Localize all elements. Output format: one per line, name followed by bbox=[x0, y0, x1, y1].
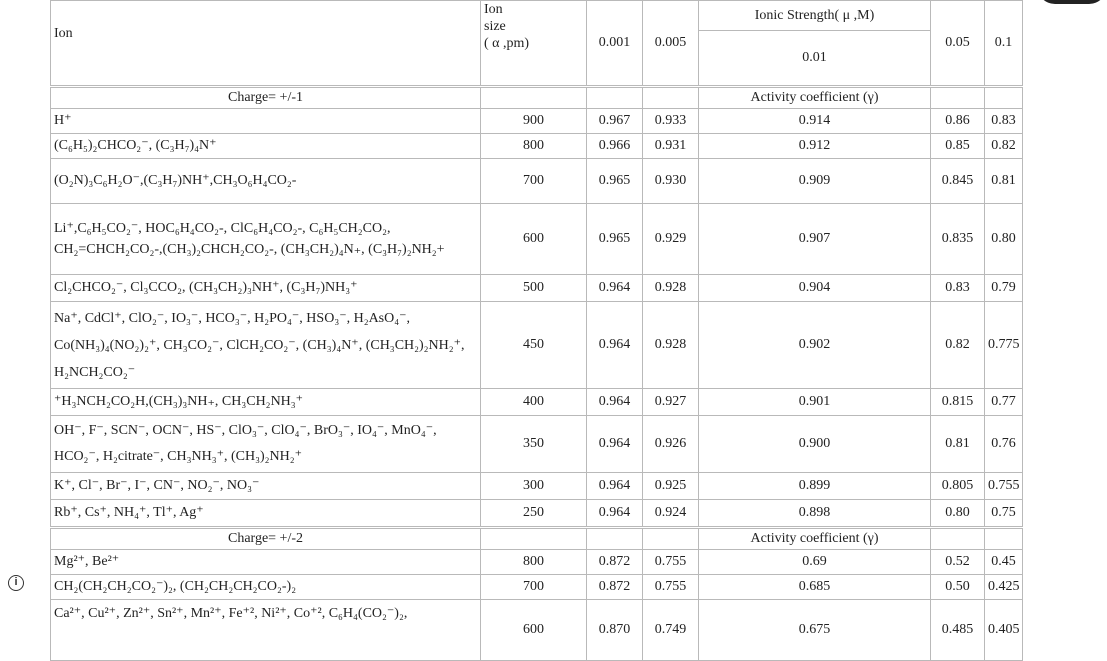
size-cell: 700 bbox=[481, 575, 587, 600]
value-cell: 0.80 bbox=[985, 204, 1023, 275]
value-cell: 0.83 bbox=[931, 275, 985, 302]
ion-cell: (C₆H₅)₂CHCO₂⁻, (C₃H₇)₄N⁺ bbox=[51, 134, 481, 159]
strength-header-1: 0.001 bbox=[587, 1, 643, 87]
value-cell: 0.912 bbox=[699, 134, 931, 159]
empty-cell bbox=[587, 528, 643, 550]
table-row bbox=[51, 275, 1023, 302]
ion-cell: Cl₂CHCO₂⁻, Cl₃CCO₂, (CH₃CH₂)₃NH⁺, (C₃H₇)NH₃⁺ bbox=[51, 275, 481, 302]
value-cell: 0.835 bbox=[931, 204, 985, 275]
value-cell: 0.845 bbox=[931, 159, 985, 204]
value-cell: 0.52 bbox=[931, 550, 985, 575]
value-cell: 0.82 bbox=[931, 302, 985, 389]
value-cell: 0.82 bbox=[985, 134, 1023, 159]
empty-cell bbox=[643, 87, 699, 109]
ion-cell: Li⁺,C₆H₅CO₂⁻, HOC₆H₄CO₂-, ClC₆H₄CO₂-, C₆H₅CH₂CO₂, CH₂=CHCH₂CO₂-,(CH₃)₂CHCH₂CO₂-, (CH₃CH₂)₄N₊, (C₃H₇)₂NH₂+ bbox=[51, 204, 481, 275]
empty-cell bbox=[931, 528, 985, 550]
value-cell: 0.924 bbox=[643, 500, 699, 528]
value-cell: 0.755 bbox=[985, 473, 1023, 500]
value-cell: 0.485 bbox=[931, 600, 985, 661]
value-cell: 0.965 bbox=[587, 159, 643, 204]
value-cell: 0.929 bbox=[643, 204, 699, 275]
table-row bbox=[51, 473, 1023, 500]
section-label: Charge= +/-2 bbox=[51, 528, 481, 550]
table-row bbox=[51, 134, 1023, 159]
strength-header-2: 0.005 bbox=[643, 1, 699, 87]
value-cell: 0.914 bbox=[699, 109, 931, 134]
ion-cell: ⁺H₃NCH₂CO₂H,(CH₃)₃NH₊, CH₃CH₂NH₃⁺ bbox=[51, 389, 481, 416]
value-cell: 0.964 bbox=[587, 416, 643, 473]
strength-header-4: 0.05 bbox=[931, 1, 985, 87]
scroll-corner-shape bbox=[1037, 0, 1107, 4]
header-row bbox=[51, 1, 1023, 31]
size-cell: 250 bbox=[481, 500, 587, 528]
strength-header-5: 0.1 bbox=[985, 1, 1023, 87]
ion-cell: OH⁻, F⁻, SCN⁻, OCN⁻, HS⁻, ClO₃⁻, ClO₄⁻, BrO₃⁻, IO₄⁻, MnO₄⁻, HCO₂⁻, H₂citrate⁻, CH₃NH₃⁺, (CH₃)₂NH₂⁺ bbox=[51, 416, 481, 473]
empty-cell bbox=[587, 87, 643, 109]
size-unit: ( α ,pm) bbox=[484, 36, 530, 51]
ion-cell: Na⁺, CdCl⁺, ClO₂⁻, IO₃⁻, HCO₃⁻, H₂PO₄⁻, HSO₃⁻, H₂AsO₄⁻, Co(NH₃)₄(NO₂)₂⁺, CH₃CO₂⁻, ClCH₂CO₂⁻, (CH₃)₄N⁺, (CH₃CH₂)₂NH₂⁺, H₂NCH₂CO₂⁻ bbox=[51, 302, 481, 389]
value-cell: 0.901 bbox=[699, 389, 931, 416]
size-cell: 800 bbox=[481, 134, 587, 159]
value-cell: 0.75 bbox=[985, 500, 1023, 528]
value-cell: 0.69 bbox=[699, 550, 931, 575]
value-cell: 0.925 bbox=[643, 473, 699, 500]
size-cell: 700 bbox=[481, 159, 587, 204]
value-cell: 0.675 bbox=[699, 600, 931, 661]
value-cell: 0.964 bbox=[587, 389, 643, 416]
value-cell: 0.76 bbox=[985, 416, 1023, 473]
ion-header-label: Ion bbox=[54, 26, 73, 41]
value-cell: 0.755 bbox=[643, 575, 699, 600]
table-container bbox=[50, 0, 1022, 637]
size-cell: 500 bbox=[481, 275, 587, 302]
table-row bbox=[51, 389, 1023, 416]
value-cell: 0.907 bbox=[699, 204, 931, 275]
value-cell: 0.928 bbox=[643, 302, 699, 389]
table-row bbox=[51, 600, 1023, 661]
ion-cell: CH₂(CH₂CH₂CO₂⁻)₂, (CH₂CH₂CH₂CO₂-)₂ bbox=[51, 575, 481, 600]
value-cell: 0.900 bbox=[699, 416, 931, 473]
value-cell: 0.870 bbox=[587, 600, 643, 661]
section-row bbox=[51, 87, 1023, 109]
value-cell: 0.909 bbox=[699, 159, 931, 204]
empty-cell bbox=[985, 528, 1023, 550]
section-row bbox=[51, 528, 1023, 550]
empty-cell bbox=[643, 528, 699, 550]
table-row bbox=[51, 302, 1023, 389]
empty-cell bbox=[481, 528, 587, 550]
value-cell: 0.50 bbox=[931, 575, 985, 600]
value-cell: 0.685 bbox=[699, 575, 931, 600]
value-cell: 0.77 bbox=[985, 389, 1023, 416]
table-row bbox=[51, 550, 1023, 575]
value-cell: 0.931 bbox=[643, 134, 699, 159]
ion-cell: K⁺, Cl⁻, Br⁻, I⁻, CN⁻, NO₂⁻, NO₃⁻ bbox=[51, 473, 481, 500]
value-cell: 0.902 bbox=[699, 302, 931, 389]
table-row bbox=[51, 109, 1023, 134]
value-cell: 0.927 bbox=[643, 389, 699, 416]
value-cell: 0.964 bbox=[587, 302, 643, 389]
value-cell: 0.899 bbox=[699, 473, 931, 500]
size-cell: 900 bbox=[481, 109, 587, 134]
empty-cell bbox=[481, 87, 587, 109]
table-row bbox=[51, 416, 1023, 473]
value-cell: 0.81 bbox=[985, 159, 1023, 204]
empty-cell bbox=[985, 87, 1023, 109]
value-cell: 0.872 bbox=[587, 550, 643, 575]
value-cell: 0.933 bbox=[643, 109, 699, 134]
value-cell: 0.930 bbox=[643, 159, 699, 204]
ion-cell: Ca²⁺, Cu²⁺, Zn²⁺, Sn²⁺, Mn²⁺, Fe⁺², Ni²⁺, Co⁺², C₆H₄(CO₂⁻)₂, bbox=[51, 600, 481, 661]
size-cell: 300 bbox=[481, 473, 587, 500]
section-subheader: Activity coefficient (γ) bbox=[699, 87, 931, 109]
ion-cell: Rb⁺, Cs⁺, NH₄⁺, Tl⁺, Ag⁺ bbox=[51, 500, 481, 528]
value-cell: 0.425 bbox=[985, 575, 1023, 600]
value-cell: 0.83 bbox=[985, 109, 1023, 134]
strength-header-3: 0.01 bbox=[699, 31, 931, 87]
value-cell: 0.405 bbox=[985, 600, 1023, 661]
ion-label: Ion bbox=[484, 2, 503, 17]
value-cell: 0.775 bbox=[985, 302, 1023, 389]
ion-column-header bbox=[51, 1, 481, 87]
value-cell: 0.926 bbox=[643, 416, 699, 473]
activity-coefficient-table bbox=[50, 0, 1023, 661]
value-cell: 0.904 bbox=[699, 275, 931, 302]
section-subheader: Activity coefficient (γ) bbox=[699, 528, 931, 550]
empty-cell bbox=[931, 87, 985, 109]
ion-cell: Mg²⁺, Be²⁺ bbox=[51, 550, 481, 575]
ion-cell: H⁺ bbox=[51, 109, 481, 134]
table-row bbox=[51, 500, 1023, 528]
table-row bbox=[51, 575, 1023, 600]
value-cell: 0.85 bbox=[931, 134, 985, 159]
value-cell: 0.45 bbox=[985, 550, 1023, 575]
ion-cell: (O₂N)₃C₆H₂O⁻,(C₃H₇)NH⁺,CH₃O₆H₄CO₂- bbox=[51, 159, 481, 204]
size-label: size bbox=[484, 19, 506, 34]
table-row bbox=[51, 204, 1023, 275]
ionic-strength-header: Ionic Strength( μ ,M) bbox=[699, 1, 931, 31]
value-cell: 0.749 bbox=[643, 600, 699, 661]
value-cell: 0.964 bbox=[587, 275, 643, 302]
value-cell: 0.898 bbox=[699, 500, 931, 528]
size-cell: 450 bbox=[481, 302, 587, 389]
value-cell: 0.755 bbox=[643, 550, 699, 575]
value-cell: 0.964 bbox=[587, 500, 643, 528]
value-cell: 0.86 bbox=[931, 109, 985, 134]
value-cell: 0.80 bbox=[931, 500, 985, 528]
value-cell: 0.964 bbox=[587, 473, 643, 500]
info-icon[interactable]: i bbox=[8, 575, 24, 591]
section-label: Charge= +/-1 bbox=[51, 87, 481, 109]
size-column-header bbox=[481, 1, 587, 87]
size-cell: 350 bbox=[481, 416, 587, 473]
value-cell: 0.872 bbox=[587, 575, 643, 600]
table-row bbox=[51, 159, 1023, 204]
value-cell: 0.966 bbox=[587, 134, 643, 159]
value-cell: 0.965 bbox=[587, 204, 643, 275]
value-cell: 0.79 bbox=[985, 275, 1023, 302]
size-cell: 800 bbox=[481, 550, 587, 575]
value-cell: 0.805 bbox=[931, 473, 985, 500]
size-cell: 600 bbox=[481, 600, 587, 661]
size-cell: 400 bbox=[481, 389, 587, 416]
value-cell: 0.928 bbox=[643, 275, 699, 302]
value-cell: 0.815 bbox=[931, 389, 985, 416]
value-cell: 0.81 bbox=[931, 416, 985, 473]
value-cell: 0.967 bbox=[587, 109, 643, 134]
size-cell: 600 bbox=[481, 204, 587, 275]
